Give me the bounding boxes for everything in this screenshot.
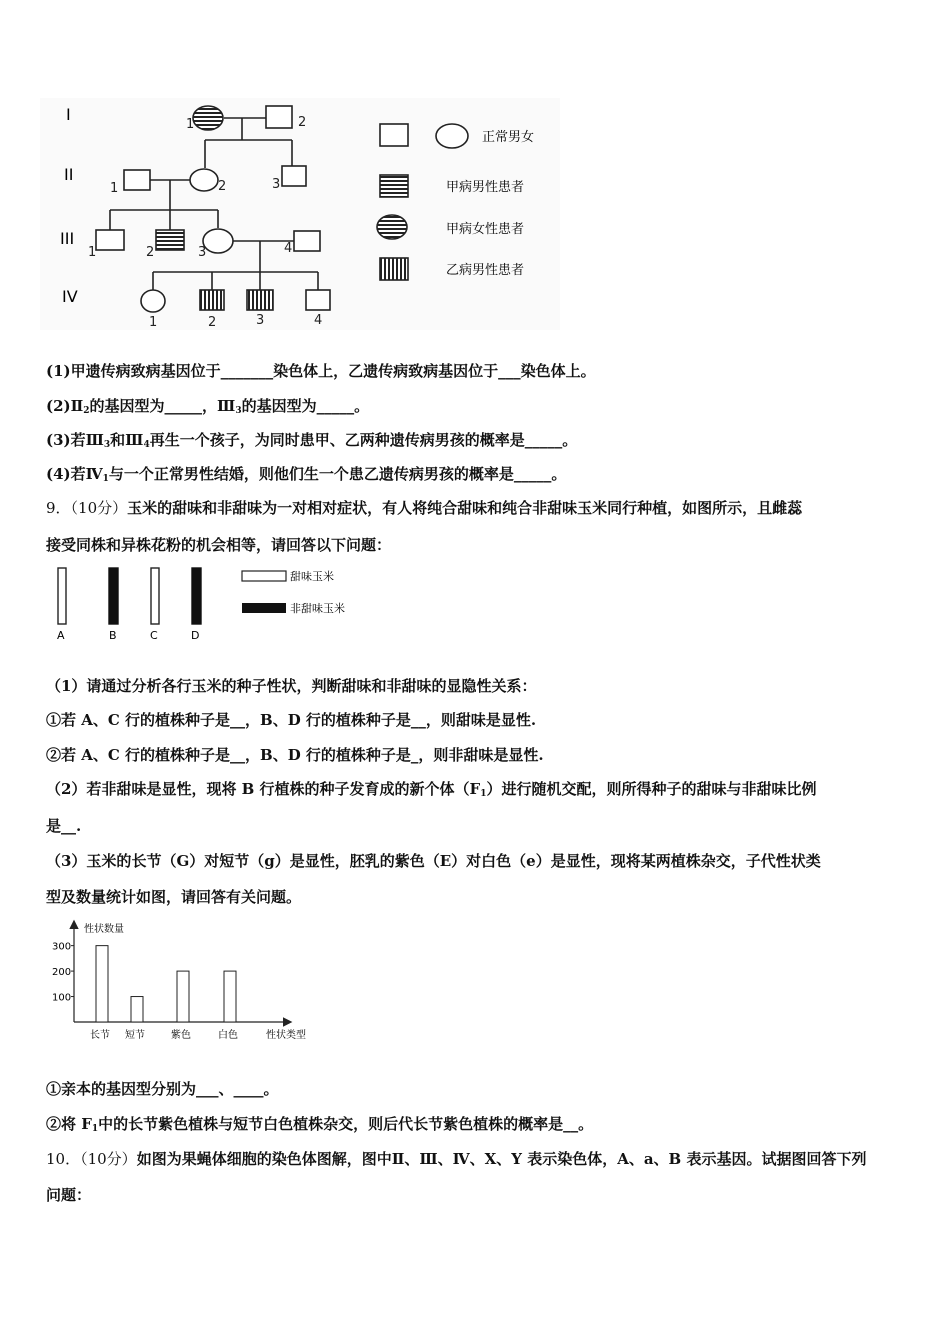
- num-I2: 2: [298, 115, 307, 130]
- num-IV3: 3: [256, 313, 265, 328]
- bar-3: [224, 971, 236, 1022]
- q9-stem-2: 接受同株和异株花粉的机会相等，请回答以下问题：: [46, 536, 392, 554]
- corn-rows-figure: [40, 560, 360, 646]
- x-tick-label-2: 紫色: [171, 1030, 191, 1041]
- q9-part3-q1: ①亲本的基因型分别为___、____。: [46, 1080, 279, 1098]
- q8-line-3: (3)若$Ⅲ_3$和$Ⅲ_4$再生一个孩子，为同时患甲、乙两种遗传病男孩的概率是_____。: [46, 431, 578, 450]
- y-tick-label-2: 300: [52, 941, 72, 953]
- IV4-normal-male: [306, 290, 330, 310]
- num-III2: 2: [146, 245, 155, 260]
- num-I1: 1: [186, 117, 195, 132]
- pedigree-chart: [0, 0, 950, 340]
- bar-2: [177, 971, 189, 1022]
- q9-part1: （1）请通过分析各行玉米的种子性状，判断甜味和非甜味的显隐性关系：: [46, 677, 537, 695]
- gen-label-II: II: [64, 165, 74, 184]
- q8-line-2: $(2)Ⅱ_2$的基因型为_____，$Ⅲ_3$的基因型为_____。: [46, 397, 370, 416]
- num-IV4: 4: [314, 313, 323, 328]
- IV3-affected-b-male: [247, 290, 273, 310]
- num-III4: 4: [284, 241, 293, 256]
- row-B-nonsweet: [109, 568, 118, 624]
- row-C-sweet: [151, 568, 159, 624]
- q8-line-1: (1)甲遗传病致病基因位于_______染色体上，乙遗传病致病基因位于___染色体上。: [46, 362, 596, 380]
- II3-normal-male: [282, 166, 306, 186]
- gen-label-IV: IV: [62, 287, 78, 306]
- y-tick-label-1: 200: [52, 967, 72, 979]
- num-III1: 1: [88, 245, 97, 260]
- gen-label-I: I: [66, 105, 71, 124]
- gen-label-III: III: [60, 229, 75, 248]
- q9-number: 9．（10分）: [46, 499, 128, 517]
- row-label-D: D: [191, 629, 200, 642]
- IV1-normal-female: [141, 290, 165, 312]
- y-axis-label: 性状数量: [84, 924, 124, 935]
- q9-part2-line1: （2）若非甜味是显性，现将 B 行植株的种子发育成的新个体$(F_1)$进行随机交配，则所得种子的甜味与非甜味比例: [46, 780, 817, 799]
- num-IV1: 1: [149, 315, 158, 330]
- num-II2: 2: [218, 179, 227, 194]
- bar-0: [96, 946, 108, 1022]
- legend-circle-a-female: [377, 215, 407, 239]
- legend-square-normal: [380, 124, 408, 146]
- legend-a-male-label: 甲病男性患者: [446, 180, 525, 195]
- num-II1: 1: [110, 181, 119, 196]
- II1-normal-male: [124, 170, 150, 190]
- x-tick-label-0: 长节: [90, 1030, 110, 1041]
- I2-normal-male: [266, 106, 292, 128]
- q9-part3-line1: （3）玉米的长节（G）对短节（g）是显性，胚乳的紫色（E）对白色（e）是显性，现将某两植株杂交，子代性状类: [46, 852, 821, 870]
- I1-affected-female: [193, 106, 223, 130]
- q8-line-4: (4)若$Ⅳ_1$与一个正常男性结婚，则他们生一个患乙遗传病男孩的概率是_____。: [46, 465, 567, 484]
- num-III3: 3: [198, 245, 207, 260]
- row-A-sweet: [58, 568, 66, 624]
- q9-part2-line2: 是__.: [46, 817, 82, 835]
- row-D-nonsweet: [192, 568, 201, 624]
- y-tick-label-0: 100: [52, 992, 72, 1004]
- legend-a-female-label: 甲病女性患者: [446, 222, 525, 237]
- q10-number: 10．（10分）: [46, 1150, 137, 1168]
- legend-nonsweet-label: 非甜味玉米: [290, 602, 345, 615]
- q9-part1-a: ①若 A、C 行的植株种子是__，B、D 行的植株种子是__，则甜味是显性.: [46, 711, 537, 729]
- q9-part3-line2: 型及数量统计如图，请回答有关问题。: [46, 888, 302, 906]
- III4-normal-male: [294, 231, 320, 251]
- row-label-C: C: [150, 629, 158, 642]
- legend-circle-normal: [436, 124, 468, 148]
- num-IV2: 2: [208, 315, 217, 330]
- legend-square-b-male: [380, 258, 408, 280]
- III2-affected-a-male: [156, 230, 184, 250]
- II2-normal-female: [190, 169, 218, 191]
- x-tick-label-3: 白色: [218, 1030, 238, 1041]
- legend-nonsweet-swatch: [242, 603, 286, 613]
- num-II3: 3: [272, 177, 281, 192]
- q9-part1-b: ②若 A、C 行的植株种子是__，B、D 行的植株种子是_，则非甜味是显性.: [46, 746, 544, 764]
- q10-stem-1: 10．（10分）如图为果蝇体细胞的染色体图解，图中Ⅱ、Ⅲ、Ⅳ、X、Y 表示染色体，A、a、B 表示基因。试据图回答下列: [46, 1150, 867, 1168]
- q9-stem-1: 9．（10分）玉米的甜味和非甜味为一对相对症状，有人将纯合甜味和纯合非甜味玉米同行种植，如图所示，且雌蕊: [46, 499, 803, 517]
- legend-square-a-male: [380, 175, 408, 197]
- bar-1: [131, 997, 143, 1022]
- q9-part3-q2: ②将 $F_1$中的长节紫色植株与短节白色植株杂交，则后代长节紫色植株的概率是__。: [46, 1115, 594, 1134]
- row-label-B: B: [109, 629, 117, 642]
- trait-bar-chart: [40, 916, 330, 1048]
- III1-normal-male: [96, 230, 124, 250]
- III3-normal-female: [203, 229, 233, 253]
- legend-sweet-swatch: [242, 571, 286, 581]
- legend-b-male-label: 乙病男性患者: [446, 263, 525, 278]
- q10-stem-2: 问题：: [46, 1186, 92, 1204]
- IV2-affected-b-male: [200, 290, 224, 310]
- legend-sweet-label: 甜味玉米: [290, 570, 334, 583]
- legend-normal-label: 正常男女: [482, 130, 535, 145]
- x-tick-label-1: 短节: [125, 1030, 145, 1041]
- x-axis-label: 性状类型: [266, 1030, 306, 1041]
- row-label-A: A: [57, 629, 65, 642]
